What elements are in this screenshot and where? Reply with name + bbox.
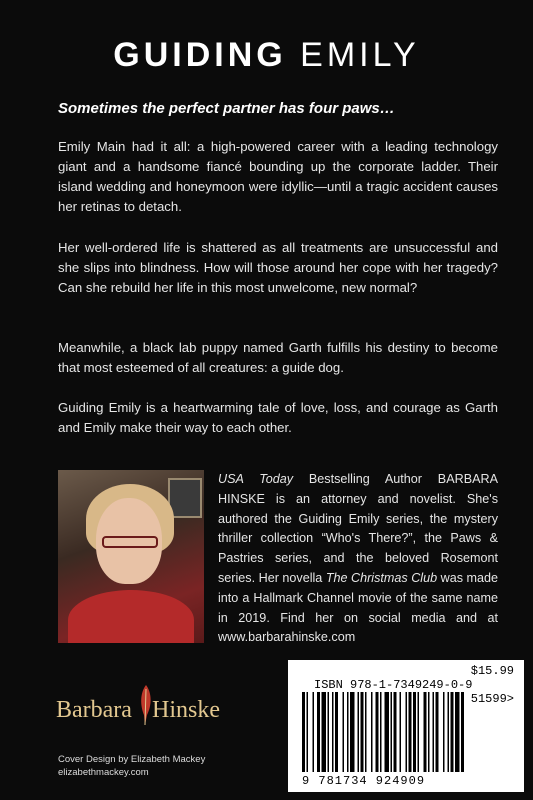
- author-bio: [218, 470, 498, 648]
- blurb-paragraph-4: Guiding Emily is a heartwarming tale of love, loss, and courage as Garth and Emily make their way to each other.: [58, 400, 498, 435]
- bio-part2: was made into a Hallmark Channel movie of the same name in 2019. Find her on social media and at www.barbarahinske.com: [218, 570, 499, 645]
- blurb-paragraph-3: Meanwhile, a black lab puppy named Garth fulfills his destiny to become that most esteemed of all creatures: a guide dog.: [58, 340, 498, 375]
- barcode-isbn: ISBN 978-1-7349249-0-9: [314, 678, 473, 692]
- author-shirt: [68, 590, 194, 643]
- publisher-logo: [56, 683, 236, 733]
- bio-book-italic: The Christmas Club: [325, 570, 438, 585]
- bio-lead-italic: USA Today: [218, 472, 294, 486]
- barcode-addon: 51599>: [470, 692, 514, 706]
- logo-first-name: Barbara: [56, 697, 132, 723]
- barcode-digits: 9 781734 924909: [302, 774, 426, 788]
- title-part1: GUIDING: [113, 36, 287, 74]
- barcode-bars: [302, 692, 512, 772]
- barcode-price: $15.99: [470, 664, 514, 678]
- designer-website: elizabethmackey.com: [58, 767, 149, 778]
- logo-last-name: Hinske: [152, 697, 220, 723]
- title-part2: EMILY: [286, 36, 420, 74]
- bio-part1: Bestselling Author BARBARA HINSKE is an attorney and novelist. She's authored the Guiding Emily series, the mystery thriller collection “Who's There?”, the Paws & Pastries series, and the beloved Rosemont series. Her novella: [218, 472, 498, 585]
- blurb-paragraph-2: Her well-ordered life is shattered as all treatments are unsuccessful and she slips into blindness. How will those around her cope with her tragedy? Can she rebuild her life in this most unwelcome, new normal?: [58, 240, 498, 295]
- cover-design-credit: Cover Design by Elizabeth Mackey: [58, 754, 206, 765]
- book-title: [0, 36, 533, 75]
- author-glasses: [102, 536, 158, 548]
- author-photo: [58, 470, 204, 643]
- blurb-paragraph-1: Emily Main had it all: a high-powered career with a leading technology giant and a handsome fiancé bounding up the corporate ladder. Their island wedding and honeymoon were idyllic—until a tragic accident causes her retinas to detach.: [58, 139, 498, 214]
- isbn-barcode: [288, 660, 524, 792]
- tagline: Sometimes the perfect partner has four paws…: [58, 100, 395, 117]
